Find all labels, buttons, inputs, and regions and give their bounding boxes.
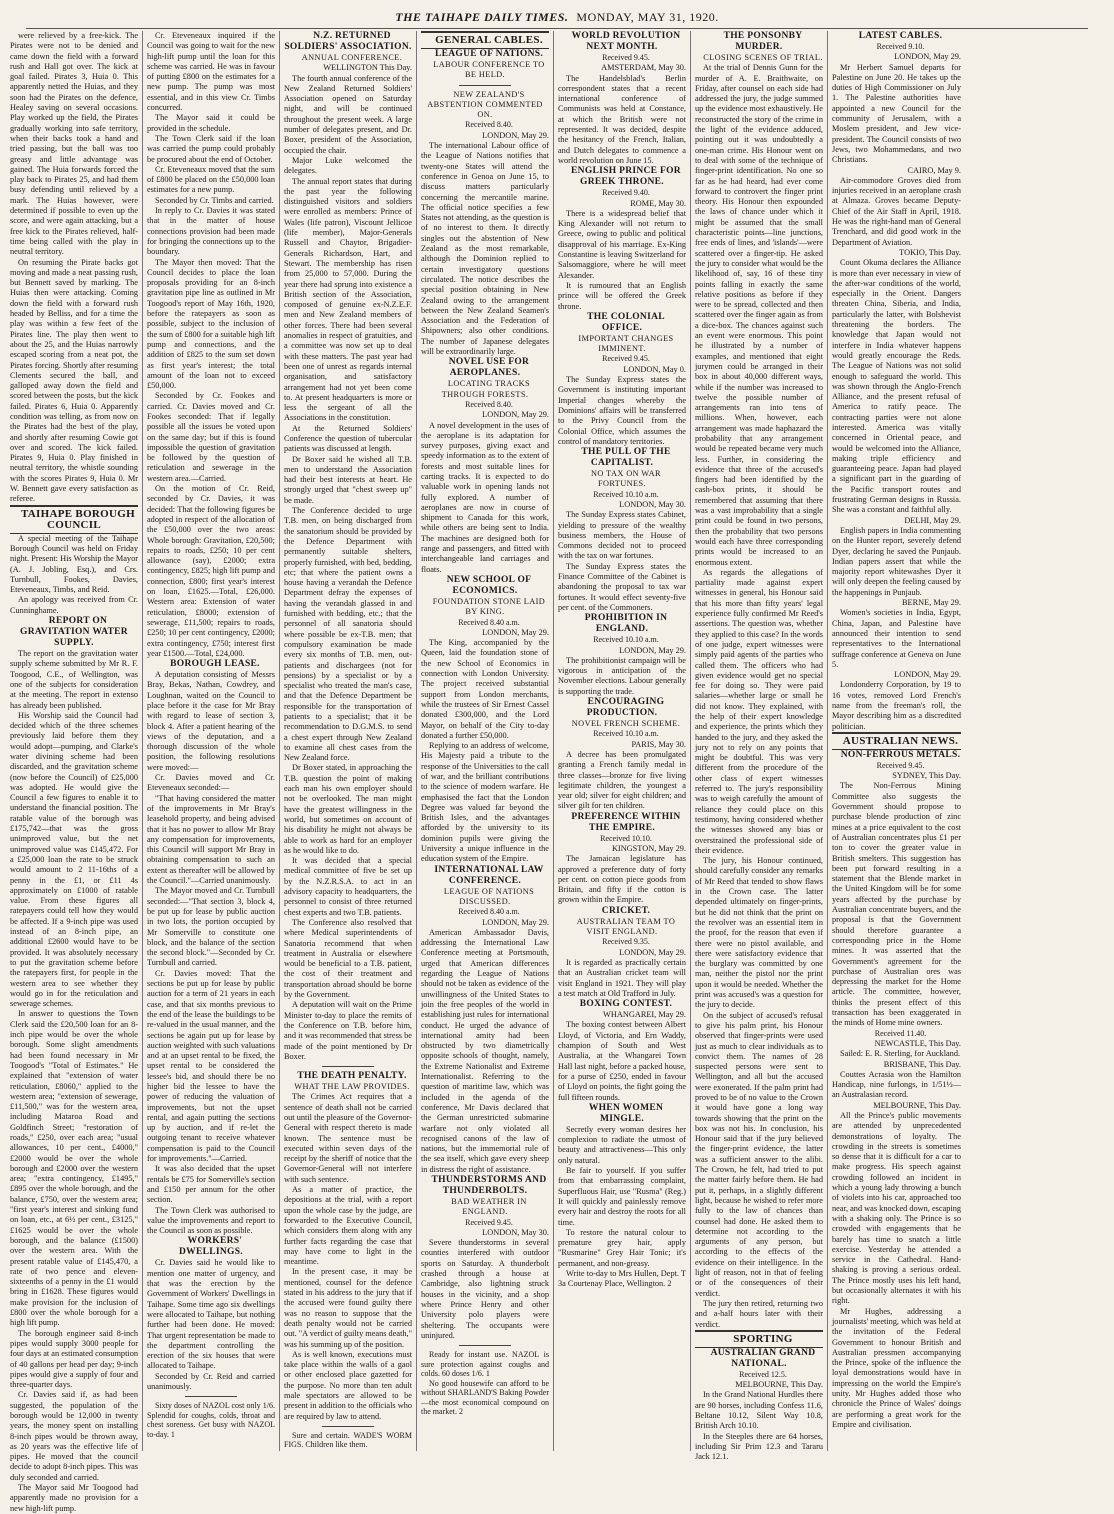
article-heading: THE DEATH PENALTY. [297,1071,407,1082]
column-2 [143,31,280,1451]
received-time: Received 9.45. [876,760,925,770]
paragraph: Replying to an address of welcome, His Majesty paid a tribute to the response of the Universities to the call of war, and the brilliant contributions to the science of modern warfare. He emphasised the fact that the London Degree was valued far beyond the British Isles, and the advantages afforded by the university to its dominion pupils were giving the University a unique influence in the education system of the Empire. [421,741,549,864]
paragraph: As is well known, executions must take place within the walls of a gaol or other enclosed place gazetted for the purpose. No more than ten adult male spectators are allowed to be present in addition to the officials who are required by law to attend. [284,1349,412,1421]
column-7 [828,31,965,1451]
paragraph: As regards the allegations of partiality made against expert witnesses in general, his Honour said that his more than fifty years' legal experience fully confirmed Mr Reed's assertions. The question was, whether they applied to this case? In the words of one judge, expert witnesses were simply paid agents of the parties who called them. The officers who had given evidence would get no special fee for doing so. They were paid salaries—whether large or small he did not know. They explained, with the help of their expert knowledge and experience, the prints which they handed to the jury, and they asked the jury not to rely on any points that might be doubtful. This was very different from the procedure of the other class of expert witnesses referred to. The jury's responsibility was to weigh carefully the amount of reliance they could place on this testimony, having considered whether the witnesses showed any bias or overstrained the professional side of their evidence. [695,567,823,855]
paragraph: Cr. Eteveneaux moved that the sum of £800 be placed on the £50,000 loan estimates for a new pump. [147,164,275,195]
received-time: Received 8.40 a.m. [458,617,520,627]
paragraph: "That having considered the matter of the improvements in Mr Bray's leasehold property, and being advised that it has no power to allow Mr Bray any compensation for improvements, this Council will support Mr Bray in obtaining compensation to such an extent as thereafter will be allowed by the Council."—Carried unanimously. [147,793,275,886]
advertisement: Sure and certain. WADE'S WORM FIGS. Children like them. [284,1430,412,1450]
article-heading: ENGLISH PRINCE FOR GREEK THRONE. [571,166,681,188]
dateline: MELBOURNE, This Day. [735,1380,823,1390]
issue-date: MONDAY, MAY 31, 1920. [576,9,719,24]
article-heading: NON-FERROUS METALS. [840,749,961,760]
dateline: DELHI, May 29. [904,515,961,525]
section-heading: AUSTRALIAN NEWS. [832,732,961,750]
paragraph: On the motion of Cr. Reid, seconded by Cr. Davies, it was decided: That the following figures be adopted in respect of the allocation of the £50,000 over the two areas: Whole borough: Gravitation, £20,500; repairs to roads, £250; 10 per cent allowance (say), £2000; extra contingency, £825; high lift pump and connection, £800; first year's interest on loan, £1625.—Total, £26,000. Western area: Extension of water reticulation, £8000; extension of sewerage, £11,500; repairs to roads, £250; 10 per cent contingency, £2000; extra contingency, £750; interest first year £1500.—Total, £24,000. [147,484,275,658]
paragraph: Dr Boxer stated, in approaching the T.B. question the point of making each man his own employer should not be overlooked. The man might have the greatest willingness in the world, but sometimes on account of his disability he might not always be able to work as hard for an employer as he would like to do. [284,763,412,855]
paragraph: The Sunday Express states Cabinet, yielding to pressure of the wealthy business members, the House of Commons decided not to proceed with the tax on war fortunes. [558,510,686,561]
paragraph: The prohibitionist campaign will be vigorous in anticipation of the November elections. Labour generally is supporting the trade. [558,655,686,696]
article-heading: WORLD REVOLUTION NEXT MONTH. [571,31,681,52]
paragraph: Cr. Davies said he would like to mention one matter of urgency, and that was the erection by the Government of Workers' Dwellings in Taihape. Some time ago six dwellings were allocated to Taihape, but nothing further had been done. He moved: That urgent representation be made to the department controlling the erection of the six houses that were allocated to Taihape. [147,1258,275,1371]
column-1 [6,31,143,1513]
column-5 [554,31,691,1451]
article-heading: THUNDERSTORMS AND THUNDERBOLTS. [431,1174,547,1196]
received-time: Received 10.10. [600,833,652,843]
paragraph: The annual report states that during the past year the following distinguished visitors and soldiers were enrolled as members: Prince of Wales (life patron), Viscount Jellicoe (life member), Major-Generals Russell and Chaytor, Brigadier-Generals Richardson, Hart, and Stewart. The membership has risen from 25,000 to 57,000. During the year there had sprung into existence a British section of the Association, composed of genuine ex-N.Z.E.F. men and New Zealand members of other forces. There had been several anomalies in respect of gratuities, and a committee was now set up to deal with these matters. The past year had been one of unrest as regards internal organisation, and satisfactory arrangement had not yet been come to. At present headquarters is more or less the sergeant of all the Associations in the constitution. [284,176,412,423]
article-heading: AUSTRALIAN GRAND NATIONAL. [710,1347,816,1369]
article-heading: THE PONSONBY MURDER. [723,31,803,52]
dateline: LONDON, May 0. [623,364,686,374]
paragraph: On resuming the Pirate backs got moving and made a neat passing rush, but Bennett saved by marking. The Huias then were attacking. Coming down the field with a forward rush headed by Belliss, and for a time the play was within a few feet of the Pirates line. The play then went to about the 25, and the Huias narrowly escaped scoring from a neat pot, the Pirates forcing. Shortly after resuming Clements secured the ball, and galloped away down the field and scored between the posts, but the kick failed. Pirates 6, Huia 0. Apparently condition was telling, as from now on the Pirates had the best of the play, and shortly after resuming Cowie got over and scored. The kick failed. Pirates 9, Huia 0. Play finished in neutral territory, the whistle sounding with the scores Pirates 9, Huia 0. Mr W. Bennett gave every satisfaction as referee. [10,257,138,504]
dateline: LONDON, May 29. [482,917,549,927]
paragraph: A deputation consisting of Messrs Bray, Bekas, Nathan, Cowdrey, and Loughnan, waited on the Council to place before it the case for Mr Bray with regard to lease of section 3, block 4. After a patient hearing of the views of the deputation, and a thorough discussion of the whole position, the following resolutions were moved:— [147,670,275,772]
paragraph: Write to-day to Mrs Hullen, Dept. T 3a Courtenay Place, Wellington. 2 [558,1268,686,1289]
paragraph: It was decided that a special medical committee of five be set up by the N.Z.R.S.A. to act in an advisory capacity to headquarters, the personnel to consist of three returned chest experts and two T.B. patients. [284,856,412,917]
paragraph: Sailed: E. R. Sterling, for Auckland. [840,1049,961,1059]
paragraph: Seconded by Cr. Timbs and carried. [155,195,274,205]
received-time: Received 9.40. [602,188,650,198]
paragraph: In the present case, it may be mentioned, counsel for the defence stated in his address to the jury that if the accused were found guilty there was no reason to suppose that the death penalty would not be carried out. "A verdict of guilty means death," was his summing up of the position. [284,1267,412,1349]
paragraph: The Town Clerk said if the loan was carried the pump could probably be procured about the end of October. [147,133,275,164]
paragraph: Women's societies in India, Egypt, China, Japan, and Palestine have announced their intention to send representatives to the International suffrage conference at Geneva on June 5. [832,608,961,669]
article-heading: NEW SCHOOL OF ECONOMICS. [446,574,532,596]
divider [322,1426,373,1427]
paragraph: The Conference decided to urge T.B. men, on being discharged from the sanatorium should be provided by the Defence Department with permanently suitable shelters, properly furnished, with bed, bedding, etc; that where the patient owns a house having a verandah the Defence Department defray the expenses of having the verandah glassed in and furnished with bedding, etc.; that the personnel of all sanatoria should where possible be ex-T.B. men; that compulsory examination be made every six months of T.B. men, out-patients and dischargees (not for pensions) by a specialist or by a specialist who treated the man's case, and that the Defence Department be responsible for the transportation of patients to a specialist; that it be recommendation to D.G.M.S. to send a chest expert through New Zealand to examine all chest cases from the New Zealand force. [284,506,412,763]
dateline: LONDON, May 29. [482,410,549,420]
article-subheading: IMPORTANT CHANGES IMMINENT. [578,333,674,354]
paragraph: Be fair to yourself. If you suffer from that embarrassing complaint, Superfluous Hair, use "Rusma" (Reg.) It will quickly and painlessly remove every hair and destroy the roots for all time. [558,1166,686,1227]
paragraph: The fourth annual conference of the New Zealand Returned Soldiers' Association opened on Saturday night, and will be continued throughout the present week. A large number of delegates present, and Dr. Boxer, president of the Association, occupied the chair. [284,73,412,155]
paragraph: American Ambassador Davis, addressing the International Law Conference meeting at Portsmouth, urged that American differences regarding the League of Nations should not be taken as evidence of the unwillingness of the United States to join the free peoples of the world in establishing just rules for international conduct. He urged the advance of international amity had been obstructed by two diametrically opposite schools of thought, namely, the Extreme Nationalist and Extreme Internationalist. Referring to the question of maritime law, which was included in the agenda of the conference, Mr Davis declared that the German unrestricted submarine warfare not only violated all recognised canons of the law of nations, but the immemorial rule of the sea itself, which gave every sheep in distress the right of assistance. [421,927,549,1174]
paper-title: THE TAIHAPE DAILY TIMES. [395,9,569,24]
paragraph: At the trial of Dennis Gunn for the murder of A. E. Braithwaite, on Friday, after counsel on each side had addressed the jury, the judge summed up the evidence most exhaustively. He reconstructed the story of the crime in the light of the evidence adduced, pointing out it was undoubtedly a one-man crime. His Honour went on to deal with some of the technique of finger-print identification. No one so far as he had heard, had ever come forward to controvert the finger print theory. His Honour then expounded the laws of chance under which it might be assumed that the small characteristic points—line junctions, free ends of lines, and 'islands'—were scattered over a finger-tip. He asked the jury to consider what would be the likelihood of, say, 16 of these tiny points falling in exactly the same relative positions as before if they were to be spread, collected and then scattered over the finger again as from a dice-box. The chances against such an event were enormous. This point he illustrated by a number of examples, and mentioned that eight jurymen could be arranged in their box in about 40,000 different ways, while if the number was increased to twelve the possible number of arrangements ran into tens of millions. When, however, each arrangement was made haphazard the probability that any arrangement would be repeated became very much less. Further, in considering the evidence that three of the accused's fingers had been identified by the cash-box prints, it should be remembered that assuming that there was a vast improbability that a single print could be found in two persons, then the probability that two persons would each have three corresponding prints would be increased to an enormous extent. [695,63,823,567]
paragraph: A decree has been promulgated granting a French family medal in three classes—bronze for five living legitimate children, the youngest a year old; silver for eight children; and silver gilt for ten children. [558,749,686,811]
article-subheading: LABOUR CONFERENCE TO BE HELD. [433,60,545,80]
section-heading: SPORTING [695,1330,823,1348]
paragraph: It was also decided that the upset rentals be £75 for Somerville's section and £150 per annum for the other section. [147,1164,275,1205]
received-time: Received 8.40. [465,120,513,130]
paragraph: In reply to Cr. Davies it was stated that in the matter of house connections provision had been made for bringing the connections up to the boundary. [147,206,275,257]
advertisement: Sixty doses of NAZOL cost only 1/6. Splendid for coughs, colds, throat and chest soreness. Get busy with NAZOL to-day. 1 [147,1401,275,1439]
received-time: Received 8.40 a.m. [458,907,520,917]
paragraph: At the Returned Soldiers' Conference the question of tubercular patients was discussed at length. [284,423,412,454]
received-time: Received 9.45. [602,354,650,364]
paragraph: The Handelsblad's Berlin correspondent states that a recent international conference of Communists was held at Constance, at which the British were not represented. It was decided, despite the hesitancy of the French, Italian, and Dutch delegates to commence a world revolution on June 15. [558,73,686,165]
article-heading: WHEN WOMEN MINGLE. [588,1102,664,1124]
article-heading: BOXING CONTEST. [579,999,673,1010]
article-subheading: CLOSING SCENES OF TRIAL. [703,53,823,62]
dateline: LONDON, May 29. [619,645,686,655]
article-heading: PREFERENCE WITHIN THE EMPIRE. [571,811,681,833]
article-heading: N.Z. RETURNED SOLDIERS' ASSOCIATION. [284,31,412,52]
article-subheading: NOVEL FRENCH SCHEME. [571,719,681,729]
paragraph: A deputation will wait on the Prime Minister to-day to place the remits of the Conference on T.B. before him, and it was recommended that stress be made of the point mentioned by Dr Boxer. [284,1000,412,1061]
paragraph: Cr. Davies said if, as had been suggested, the population of the borough would be 12,000 in twenty years, the money spent on installing 8-inch pipes would be thrown away, as 20 years was the effective life of pipes. He moved that the council decide to adopt 8-inch pipes. This was duly seconded and carried. [10,1390,138,1482]
paragraph: Severe thunderstorms in several counties interfered with outdoor sports on Saturday. A thunderbolt crashed through a house at Cambridge, also lightning struck houses in the vicinity, and a shop where Prince Henry and other University polo players were sheltering. The occupants were uninjured. [421,1238,549,1340]
paragraph: Cr. Davies moved: That the sections be put up for lease by public auction for a term of 21 years in each case, and that six months previous to the end of the lease the buildings to be re-valued in the usual manner, and the sections be again put up for lease by auction weighted with such valuations and at an upset rental to be fixed, the upset rental to be considered the lessee's bid, and should there be no higher bid the lessee to have the power of reducing the valuation of improvements, but not the upset rental, and again putting the sections up by auction, and if re-let the outgoing tenant to receive whatever compensation is paid to the Council for improvements."—Carried. [147,968,275,1164]
paragraph: Seconded by Cr. Reid and carried unanimously. [147,1371,275,1391]
article-heading: REPORT ON GRAVITATION WATER SUPPLY. [20,616,128,649]
advertisement: No good housewife can afford to be without SHARLAND'S Baking Powder—the most economical compound on the market. 2 [421,1378,549,1417]
dateline: AMSTERDAM, May 30. [601,63,686,73]
paragraph: In the Steeples there are 64 horses, including Sir Prim 12.3 and Tararu Jack 12.1. [695,1431,823,1462]
paragraph: The jury then retired, returning two and a-half hours later with their verdict. [695,1298,823,1329]
article-subheading: BAD WEATHER IN ENGLAND. [451,1196,527,1217]
paragraph: The Mayor then moved: That the Council decides to place the loan proposals providing for an 8-inch gravitation pipe line as outlined in Mr Toogood's report of May 16th, 1920, before the ratepayers as soon as possible, subject to the inclusion of the sum of £800 for a suitable high lift pump and connections, and the addition of £825 to the sum set down as first year's interest; the total amount of the loan not to exceed £50,000. [147,257,275,391]
column-3 [280,31,417,1451]
paragraph: An apology was received from Cr. Cunninghame. [10,595,138,615]
section-heading: GENERAL CABLES. [421,31,549,49]
dateline: BRISBANE, This Day. [883,1059,961,1069]
columns [6,31,1108,1513]
article-heading: LEAGUE OF NATIONS. [434,49,544,59]
paragraph: Major Luke welcomed the delegates. [284,155,412,176]
paragraph: To restore the natural colour to premature grey hair, apply "Rusmarine" Grey Hair Tonic; it's permanent, and non-greasy. [558,1227,686,1268]
article-heading: ENCOURAGING PRODUCTION. [586,697,665,719]
dateline: NEWCASTLE, This Day. [874,1038,961,1048]
paragraph: The international Labour office of the League of Nations notifies that twenty-one States will attend the conference in Genoa on June 15, to discuss matters particularly concerning the mercantile marine. The official notice specifies a few States not attending, as the question is of no interest to them. It directly singles out the abstention of New Zealand as the most remarkable, although the Dominion replied to certain investigatory questions circulated. The notice describes the special position obtaining in New Zealand owing to the arrangement between the New Zealand Seamen's Association and the Federation of Shipowners; also other conditions. The number of Japanese delegates will be extraordinarily large. [421,141,549,357]
paragraph: Count Okuma declares the Alliance is more than ever necessary in view of the after-war conditions of the world, especially in the Orient. Dangers threaten China, Siberia, and India, particularly the latter, with Bolshevist threatening the borders. The knowledge that Japan would not interfere in India whatever happens would greatly encourage the Reds. The League of Nations was not solid enough to safeguard the world. This was shown through the Anglo-French Alliance, and the present refusal of America to ratify peace. The contracting parties were not alone interested. America was vitally concerned in Oriental peace, and would be welcomed into the Alliance, making triple efficiency and guaranteeing peace. Japan had played a significant part in the guarding of the Pacific transport routes and frustrating German designs in Russia. She was a constant and faithful ally. [832,258,961,515]
paragraph: Couttes Acrasia won the Hamilton Handicap, nine furlongs, in 1/51½—an Australasian record. [832,1069,961,1100]
article-subheading: AUSTRALIAN TEAM TO VISIT ENGLAND. [576,916,676,937]
paragraph: The Mayor moved and Cr. Turnbull seconded:—"That section 3, block 4, be put up for lease by public auction in two lots, the portion occupied by Mr Somerville to constitute one block, and the balance of the section the second block."—Seconded by Cr. Turnbull and carried. [147,886,275,968]
column-6 [691,31,828,1462]
received-time: Received 11.40. [874,1028,927,1038]
column-4 [417,31,554,1451]
dateline: TOKIO, This Day. [899,247,961,257]
paragraph: The Crimes Act requires that a sentence of death shall not be carried out until the pleasure of the Governor-General with respect thereto is made known. The sentence must be executed within seven days of the receipt by the sheriff of notice that the Governor-General will not interfere with such sentence. [284,1092,412,1184]
dateline: LONDON, May 29. [894,52,961,62]
paragraph: A special meeting of the Taihape Borough Council was held on Friday night. Present: His Worship the Mayor (A. J. Jobling, Esq.), and Crs. Turnbull, Fookes, Davies, Eteveneaux, Timbs, and Reid. [10,533,138,595]
paragraph: Cr. Davies moved and Cr. Eteveneaux seconded:— [147,773,275,793]
divider [459,1345,510,1346]
article-heading: WORKERS' DWELLINGS. [179,1236,243,1258]
paragraph: The King, accompanied by the Queen, laid the foundation stone of the new School of Economics in connection with London University. The project received substantial support from London merchants, while the trustees of Sir Ernest Cassel donated £300,000, and the Lord Mayor, on behalf of the City to-day donated a further £50,000. [421,638,549,740]
received-time: Received 9.10. [876,42,925,51]
article-subheading: FOUNDATION STONE LAID BY KING. [432,596,546,617]
dateline: MELBOURNE, This Day. [873,1100,961,1110]
paragraph: A novel development in the uses of the aeroplane is its adaptation for survey purposes, giving exact and speedy information as to the extent of forests and most suitable lines for carting tracks. It is expected to do valuable work in opening lands not fully explored. A number of aeroplanes are now in course of shipment to Canada for this work, while others are being sent to India. The machines are designed both for range and passengers, and fitted with interchangeable land carriages and floats. [421,420,549,574]
paragraph: As a matter of practice, the depositions at the trial, with a report upon the whole case by the judge, are forwarded to the Executive Council, which considers them along with any further facts regarding the case that may have come to light in the meantime. [284,1185,412,1267]
received-time: Received 10.10 a.m. [593,729,659,739]
dateline: LONDON, May 29. [482,130,549,140]
section-heading: TAIHAPE BOROUGH COUNCIL [10,505,138,534]
paragraph: All the Prince's public movements are attended by unprecedented demonstrations of loyalty. The crowding in the streets is sometimes so dense that it is difficult for a car to make progress. His speech against crowding followed an incident in which a young lady throwing a bunch of violets into his car, approached too near, and was knocked down, escaping with a shaking only. The Prince is so crowded with engagements that he barely has time to snatch a little exercise. Yesterday he attended a service in the Cathedral. Hand-shaking is proving a serious ordeal. The Prince mostly uses his left hand, but occasionally alternates it with his right. [832,1110,961,1306]
divider [185,1396,236,1397]
article-subheading: NEW ZEALAND'S ABSTENTION COMMENTED ON. [427,89,543,120]
article-heading: NOVEL USE FOR AEROPLANES. [448,357,530,379]
article-heading: INTERNATIONAL LAW CONFERENCE. [434,864,544,886]
paragraph: The report on the gravitation water supply scheme submitted by Mr R. F. Toogood, C.E., of Wellington, was one of the subjects for consideration at the meeting. The report in extenso has already been published. [10,649,138,710]
article-subheading: ANNUAL CONFERENCE. [301,53,403,62]
received-time: Received 12.5. [739,1369,787,1379]
divider [459,85,510,86]
paragraph: The Non-Ferrous Mining Committee also suggests the Government should propose to purchase blende production of zinc mines at a price equivalent to the cost of Australian concentrates plus £1 per ton to cover the greater value in British smelters. This suggestion has been put forward resulting in a statement that the Blende market in the United Kingdom will be for some years affected by the purchase by Australian concentrate buyers, and the proposal is that the Government should therefore guarantee a corresponding price in the Home mines. It was asserted that the Government's agreement for the purchase of Australian ores was depressing the market for the Home article. The committee, however, thinks the present effect of this transaction has been exaggerated in the minds of Home mine owners. [832,781,961,1028]
paragraph: On the subject of accused's refusal to give his palm print, his Honour observed that finger-prints were used just as much to clear individuals as to convict them. The names of 28 suspected persons were sent to Wellington, and all but the accused were exonerated. If the palm print had proved to be of no value to the Crown it would have gone a long way towards showing that the print on the box was not his. In conclusion, his Honour said that if the jury believed the finger-print evidence, the latter was a sufficient answer to the alibi. The Crown, he felt, had tried to put the matter fairly before them. He had put it, perhaps, in a slightly different light, because he wished to refer more fully to the law of chances than counsel had done. He asked them to determine not according to the arguments of any person, but according to the effects of the evidence on their intelligence. In the light of reason, not in that of feeling or of the consequences of their verdict. [695,1010,823,1298]
dateline: WELLINGTON This Day. [323,63,412,73]
paragraph: Londonderry Corporation, by 19 to 16 votes, removed Lord French's name from the freeman's roll, the Mayor describing him as a discredited politician. [832,680,961,731]
paragraph: Mr Herbert Samuel departs for Palestine on June 20. He takes up the duties of High Commissioner on July 1. The Palestine authorities have appointed a new Council for the community of Jerusalem, with a Moslem president, and Jew vice-president. The Council consists of two Jews, two Mohammedans, and two Christians. [832,62,961,165]
article-subheading: NO TAX ON WAR FORTUNES. [591,469,661,489]
article-heading: THE PULL OF THE CAPITALIST. [581,447,671,469]
dateline: ROME, May 30. [630,198,686,208]
paragraph: It is regarded as practically certain that an Australian cricket team will visit England in 1921. They will play a test match at Old Trafford in July. [558,957,686,998]
paragraph: Mr Hughes, addressing a journalists' meeting, which was held at the invitation of the Federal Government to honour British and Australian pressmen accompanying the Prince, spoke of the influence the loyal demonstrations would have in impressing on the world the Empire's unity. Mr Hughes added those who chronicle the Prince of Wales' doings are performing a great work for the Empire and civilisation. [832,1306,961,1429]
dateline: LONDON, May 29. [619,947,686,957]
paragraph: The jury, his Honour continued, should carefully consider any remarks of Mr Reed that tended to show flaws in the Crown case. The latter depended ultimately on finger-prints, but he did not think that the print on the revolver was an essential item in the proof, for the reason that even if there were no pistol available, and there were satisfactory evidence that the burglary was committed by one man, neither the pistol nor the print upon it would be needed. Whether the print was accused's was a question for the jury to decide. [695,856,823,1010]
paragraph: Cr. Eteveneaux inquired if the Council was going to wait for the new high-lift pump until the loan for this scheme was carried. He was in favour of putting £800 on the estimates for a new pump. The pump was most essential, and in this view Cr. Timbs concurred. [147,31,275,113]
dateline: LONDON, May 29. [894,670,961,680]
article-heading: CRICKET. [601,905,651,916]
paragraph: It is rumoured that an English prince will be offered the Greek throne. [558,280,686,311]
dateline: PARIS, May 30. [631,739,686,749]
article-heading: BOROUGH LEASE. [170,659,260,670]
paragraph: English papers in India commenting on the Hunter report, severely defend Dyer, declaring he saved the Punjaub. Indian papers assert that while the majority report whitewashes Dyer it will only deepen the feeling caused by the happenings in Punjaub. [832,525,961,597]
article-subheading: WHAT THE LAW PROVIDES. [294,1082,410,1092]
paragraph: were relieved by a free-kick. The Pirates were not to be denied and came down the field with a forward rush and Hall got over. The kick at goal failed. Pirates 3, Huia 0. This apparently netted the Huias, and they soon had the Pirates on the defence, Healey saving on several occasions. Play worked up the field, the Pirates gradually working into safe territory, when their backs took a hand and tried passing, but the ball was too greasy and little advantage was gained. The Huia forwards forced the play back to Pirates 25, and had them busy defending until relieved by a mark. The Huias however, were determined if possible to even up the score, and were again attacking, but a free kick to the Pirates relieved, half-time being called with the play in neutral territory. [10,31,138,257]
paragraph: Secretly every woman desires her complexion to radiate the utmost of beauty and attractiveness—This only only natural. [558,1124,686,1165]
paragraph: The Sunday Express states the Government is instituting important Imperial changes whereby the Dominions' affairs will be transferred to the Privy Council from the Colonial Office, which assumes the control of mandatory territories. [558,375,686,446]
paragraph: The Jamaican legislature has approved a preference duty of forty per cent. on cotton piece goods from Britain, and fifty if the cotton is grown within the Empire. [558,854,686,905]
paragraph: Seconded by Cr. Fookes and carried. Cr. Davies moved and Cr. Fookes seconded: That if legally possible all the issues be voted upon on the same day; but if this is found impossible the question of gravitation be followed by the question of reticulation and sewerage in the western area.—Carried. [147,391,275,483]
paragraph: The boxing contest between Albert Lloyd, of Victoria, and Ern Waddy, champion of South and West Australia, at the Whangarei Town Hall last night, before a packed house, for a purse of £250, ended in favour of Lloyd on points, the fight going the full fifteen rounds. [558,1020,686,1102]
paragraph: The Town Clerk was authorised to value the improvements and report to the Council as soon as possible. [147,1205,275,1236]
paragraph: Air-commodore Groves died from injuries received in an aeroplane crash at Almaza. Groves became Deputy-Chief of the Air Staff in April, 1918. He was the right-hand man of General Trenchard, and did good work in the Department of Aviation. [832,175,961,247]
received-time: Received 9.45. [465,1217,513,1227]
received-time: Received 10.10 a.m. [593,489,659,499]
received-time: Received 10.10 a.m. [593,635,659,645]
article-subheading: LEAGUE OF NATIONS DISCUSSED. [443,886,535,906]
dateline: SYDNEY, This Day. [892,771,961,781]
dateline: LONDON, May 29. [482,627,549,637]
paragraph: His Worship said the Council had decided which of the three schemes previously laid before them they would adopt—pumping, and Clarke's water divining scheme had been discarded, and the gravitation scheme (now before the Council) of £25,000 was adopted. He would give the Council a few figures to enable it to understand the financial position. The ratable value of the borough was £175,742—that was the gross unimproved value, but the net unimproved value was £145,472. For a £25,000 loan the rate to be struck would amount to 2 11-16ths of a penny in the £1, or £11 4s approximately on £1000 of ratable value. From these figures all ratepayers could tell how they would be affected. If a 9-inch pipe was used instead of an 8-inch pipe, an additional £2600 would have to be provided. It was absolutely necessary to put the gravitation scheme before the ratepayers first, for people in the western area to see whether they would go in for the reticulation and sewerage schemes. [10,710,138,1009]
article-subheading: LOCATING TRACKS THROUGH FORESTS. [441,379,531,399]
advertisement: Ready for instant use. NAZOL is sure protection against coughs and colds. 60 doses 1/6. 1 [421,1350,549,1379]
received-time: Received 9.35. [602,937,650,947]
article-heading: THE COLONIAL OFFICE. [587,311,665,333]
divider [322,1066,373,1067]
dateline: KINGSTON, May 29. [611,844,686,853]
dateline: LONDON, May 30. [619,499,686,509]
dateline: CAIRO, May 9. [907,165,961,175]
received-time: Received 8.40. [465,399,513,409]
dateline: LONDON, May 30. [482,1227,549,1237]
masthead [26,6,1088,29]
article-heading: PROHIBITION IN ENGLAND. [584,613,668,635]
paragraph: In the Grand National Hurdles there are 90 horses, including Confess 11.6, Beltane 10.12, Silent Way 10.8, British Arch 10.10. [695,1390,823,1431]
dateline: BERNE, May 29. [902,598,961,608]
paragraph: In answer to questions the Town Clerk said the £20,500 loan for an 8-inch pipe would be over the whole borough. Some slight amendments had been found necessary in Mr Toogood's "Total of Estimates." He explained that "extension of water reticulation, £8060," applied to the western area; "extension of sewerage, £11,500," was for the western area, including Mataroa Road and Goldfinch Street; "restoration of roads," £250, over each area; "usual allowances, 10 per cent., £4000," £2000 would be over the whole borough and £2000 over the western area; "extra contingency, £1495," £895 over the whole borough, and the balance, £750, over the western area; "first year's interest and sinking fund on loan, etc., at 6½ per cent., £3125," £1625 would be over the whole borough, and the balance (£1500) over the western area. With the present ratable value of £145,470, a rate of two pence and eleven-sixteenths of a penny in the £1 would bring in £1628. These figures would make provision for the inclusion of £800 over the whole borough for a high lift pump. [10,1009,138,1328]
paragraph: The Mayor said Mr Toogood had apparently made no provision for a new high-lift pump. [10,1483,138,1513]
received-time: Received 9.45. [602,53,650,62]
article-heading: LATEST CABLES. [858,31,943,41]
paragraph: The Sunday Express states the Finance Committee of the Cabinet is abandoning the proposal to tax war fortunes. It would effect seventy-five per cent. of the Commoners. [558,561,686,612]
dateline: WHANGAREI, May 29. [603,1010,686,1020]
paragraph: There is a widespread belief that King Alexander will not return to Greece, owing to public and political disapproval of his marriage. Ex-King Constantine is leaving Switzerland for Salsomaggiore, where he will meet Alexander. [558,208,686,280]
paragraph: The Mayor said it could be provided in the schedule. [147,113,275,133]
paragraph: Dr Boxer said he wished all T.B. men to understand the Association had their best interests at heart. He strongly urged that "chest sweep up" be made. [284,454,412,505]
paragraph: The borough engineer said 8-inch pipes would supply 3000 people for four days at an estimated consumption of 40 gallons per head per day; 9-inch pipes would give a supply of four and three-quarter days. [10,1328,138,1390]
paragraph: The Conference also resolved that where Medical superintendents of Sanatoria recommend that when treatment in Australia or elsewhere would be beneficial to a T.B. patient, the cost of their treatment and transportation abroad should be borne by the Government. [284,917,412,1000]
